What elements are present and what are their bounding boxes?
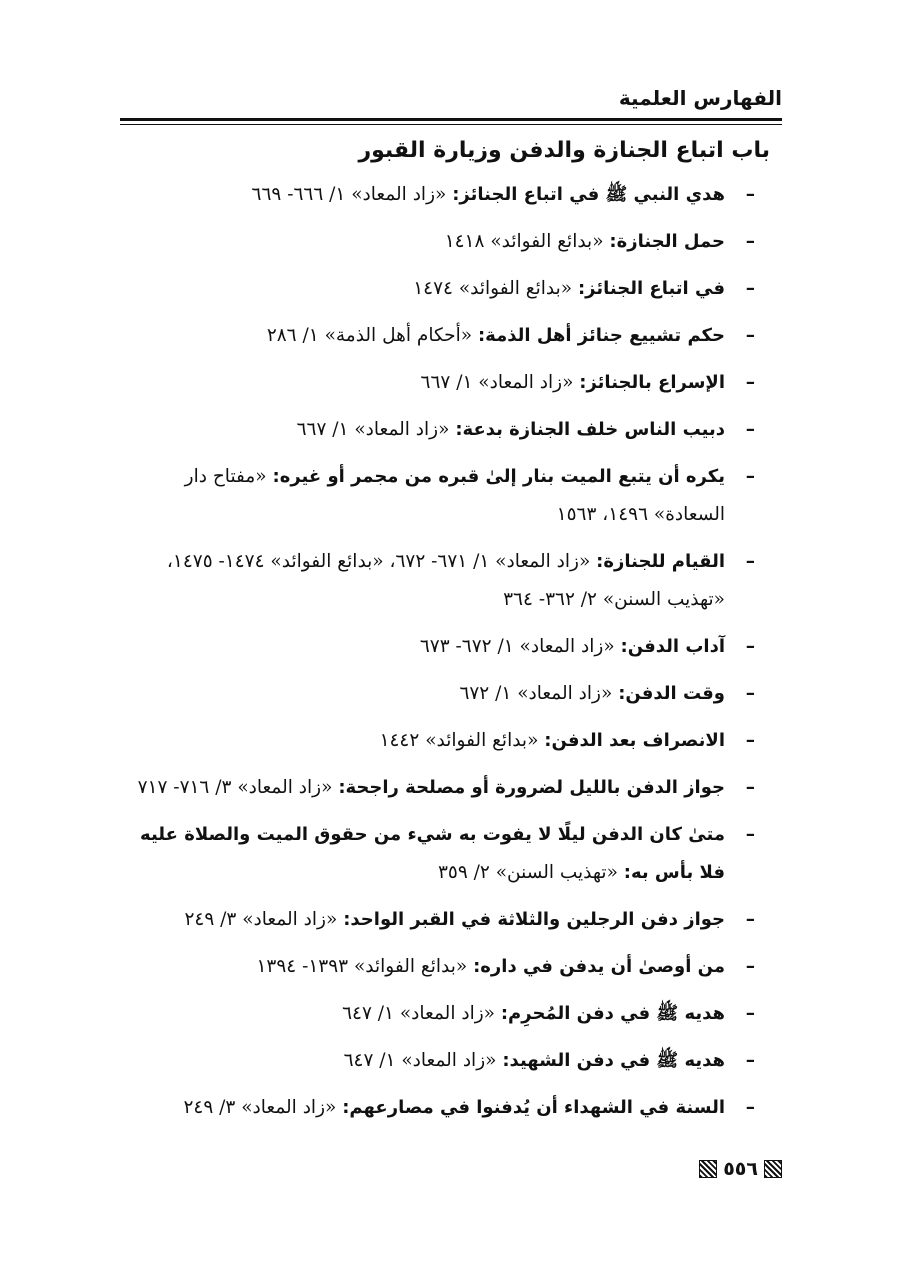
entry-reference: «زاد المعاد» ١/ ٦٦٧	[296, 419, 450, 440]
dash-marker: –	[745, 1097, 755, 1118]
index-entry	[118, 995, 755, 1033]
entry-term: الانصراف بعد الدفن:	[544, 730, 725, 751]
page-footer	[699, 1158, 782, 1180]
entry-term: السنة في الشهداء أن يُدفنوا في مصارعهم:	[342, 1097, 725, 1118]
dash-marker: –	[745, 419, 755, 440]
index-entry	[118, 176, 755, 214]
header-rule-thick	[120, 118, 782, 121]
dash-marker: –	[745, 1003, 755, 1024]
index-entry	[118, 628, 755, 666]
header-rule-thin	[120, 124, 782, 125]
entry-term: متىٰ كان الدفن ليلًا لا يفوت به شيء من حقوق الميت والصلاة عليه فلا بأس به:	[140, 824, 725, 883]
entry-reference: «زاد المعاد» ٣/ ٧١٦- ٧١٧	[137, 777, 333, 798]
section-title: باب اتباع الجنازة والدفن وزيارة القبور	[358, 138, 770, 163]
index-entry	[118, 675, 755, 713]
entry-list	[118, 176, 755, 1136]
dash-marker: –	[745, 730, 755, 751]
entry-term: في اتباع الجنائز:	[577, 278, 725, 299]
entry-term: هدي النبي ﷺ في اتباع الجنائز:	[452, 184, 725, 205]
ornament-icon	[764, 1160, 782, 1178]
entry-reference: «بدائع الفوائد» ١٤٧٤	[413, 278, 573, 299]
index-entry	[118, 769, 755, 807]
index-entry	[118, 223, 755, 261]
running-title: الفهارس العلمية	[618, 86, 782, 110]
entry-reference: «زاد المعاد» ٣/ ٢٤٩	[183, 1097, 337, 1118]
entry-reference: «أحكام أهل الذمة» ١/ ٢٨٦	[266, 325, 473, 346]
page-number: ٥٥٦	[723, 1158, 758, 1180]
index-entry	[118, 901, 755, 939]
dash-marker: –	[745, 466, 755, 487]
entry-reference: «بدائع الفوائد» ١٣٩٣- ١٣٩٤	[256, 956, 468, 977]
index-entry	[118, 270, 755, 308]
entry-term: هديه ﷺ في دفن الشهيد:	[502, 1050, 725, 1071]
dash-marker: –	[745, 231, 755, 252]
entry-term: من أوصىٰ أن يدفن في داره:	[473, 956, 725, 977]
entry-reference: «زاد المعاد» ١/ ٦٦٧	[420, 372, 574, 393]
entry-term: القيام للجنازة:	[596, 551, 725, 572]
entry-term: جواز الدفن بالليل لضرورة أو مصلحة راجحة:	[338, 777, 725, 798]
entry-term: دبيب الناس خلف الجنازة بدعة:	[455, 419, 725, 440]
dash-marker: –	[745, 184, 755, 205]
dash-marker: –	[745, 956, 755, 977]
index-entry	[118, 458, 755, 534]
index-entry	[118, 1042, 755, 1080]
index-entry	[118, 317, 755, 355]
dash-marker: –	[745, 1050, 755, 1071]
entry-reference: «بدائع الفوائد» ١٤١٨	[444, 231, 604, 252]
ornament-icon	[699, 1160, 717, 1178]
entry-reference: «زاد المعاد» ١/ ٦٤٧	[342, 1003, 495, 1024]
dash-marker: –	[745, 325, 755, 346]
entry-term: حمل الجنازة:	[609, 231, 725, 252]
index-entry	[118, 722, 755, 760]
entry-reference: «زاد المعاد» ١/ ٦٤٧	[343, 1050, 497, 1071]
dash-marker: –	[745, 683, 755, 704]
entry-reference: «زاد المعاد» ٣/ ٢٤٩	[184, 909, 338, 930]
index-entry	[118, 816, 755, 892]
entry-reference: «زاد المعاد» ١/ ٦٧٢- ٦٧٣	[419, 636, 615, 657]
entry-term: آداب الدفن:	[620, 636, 725, 657]
entry-term: هديه ﷺ في دفن المُحرِم:	[500, 1003, 725, 1024]
entry-term: حكم تشييع جنائز أهل الذمة:	[477, 325, 725, 346]
entry-term: وقت الدفن:	[618, 683, 725, 704]
index-entry	[118, 411, 755, 449]
entry-reference: «تهذيب السنن» ٢/ ٣٥٩	[437, 862, 618, 883]
dash-marker: –	[745, 278, 755, 299]
entry-reference: «زاد المعاد» ١/ ٦٦٦- ٦٦٩	[251, 184, 447, 205]
dash-marker: –	[745, 551, 755, 572]
dash-marker: –	[745, 372, 755, 393]
entry-reference: «مفتاح دار السعادة» ١٤٩٦، ١٥٦٣	[184, 466, 725, 525]
dash-marker: –	[745, 636, 755, 657]
entry-term: جواز دفن الرجلين والثلاثة في القبر الواحد:	[343, 909, 725, 930]
index-entry	[118, 364, 755, 402]
index-entry	[118, 1089, 755, 1127]
index-entry	[118, 543, 755, 619]
dash-marker: –	[745, 824, 755, 845]
dash-marker: –	[745, 777, 755, 798]
entry-term: يكره أن يتبع الميت بنار إلىٰ قبره من مجمر أو غيره:	[272, 466, 725, 487]
entry-reference: «زاد المعاد» ١/ ٦٧٢	[459, 683, 613, 704]
entry-term: الإسراع بالجنائز:	[579, 372, 725, 393]
entry-reference: «زاد المعاد» ١/ ٦٧١- ٦٧٢، «بدائع الفوائد» ١٤٧٤- ١٤٧٥، «تهذيب السنن» ٢/ ٣٦٢- ٣٦٤	[166, 551, 725, 610]
entry-reference: «بدائع الفوائد» ١٤٤٢	[379, 730, 539, 751]
dash-marker: –	[745, 909, 755, 930]
index-entry	[118, 948, 755, 986]
